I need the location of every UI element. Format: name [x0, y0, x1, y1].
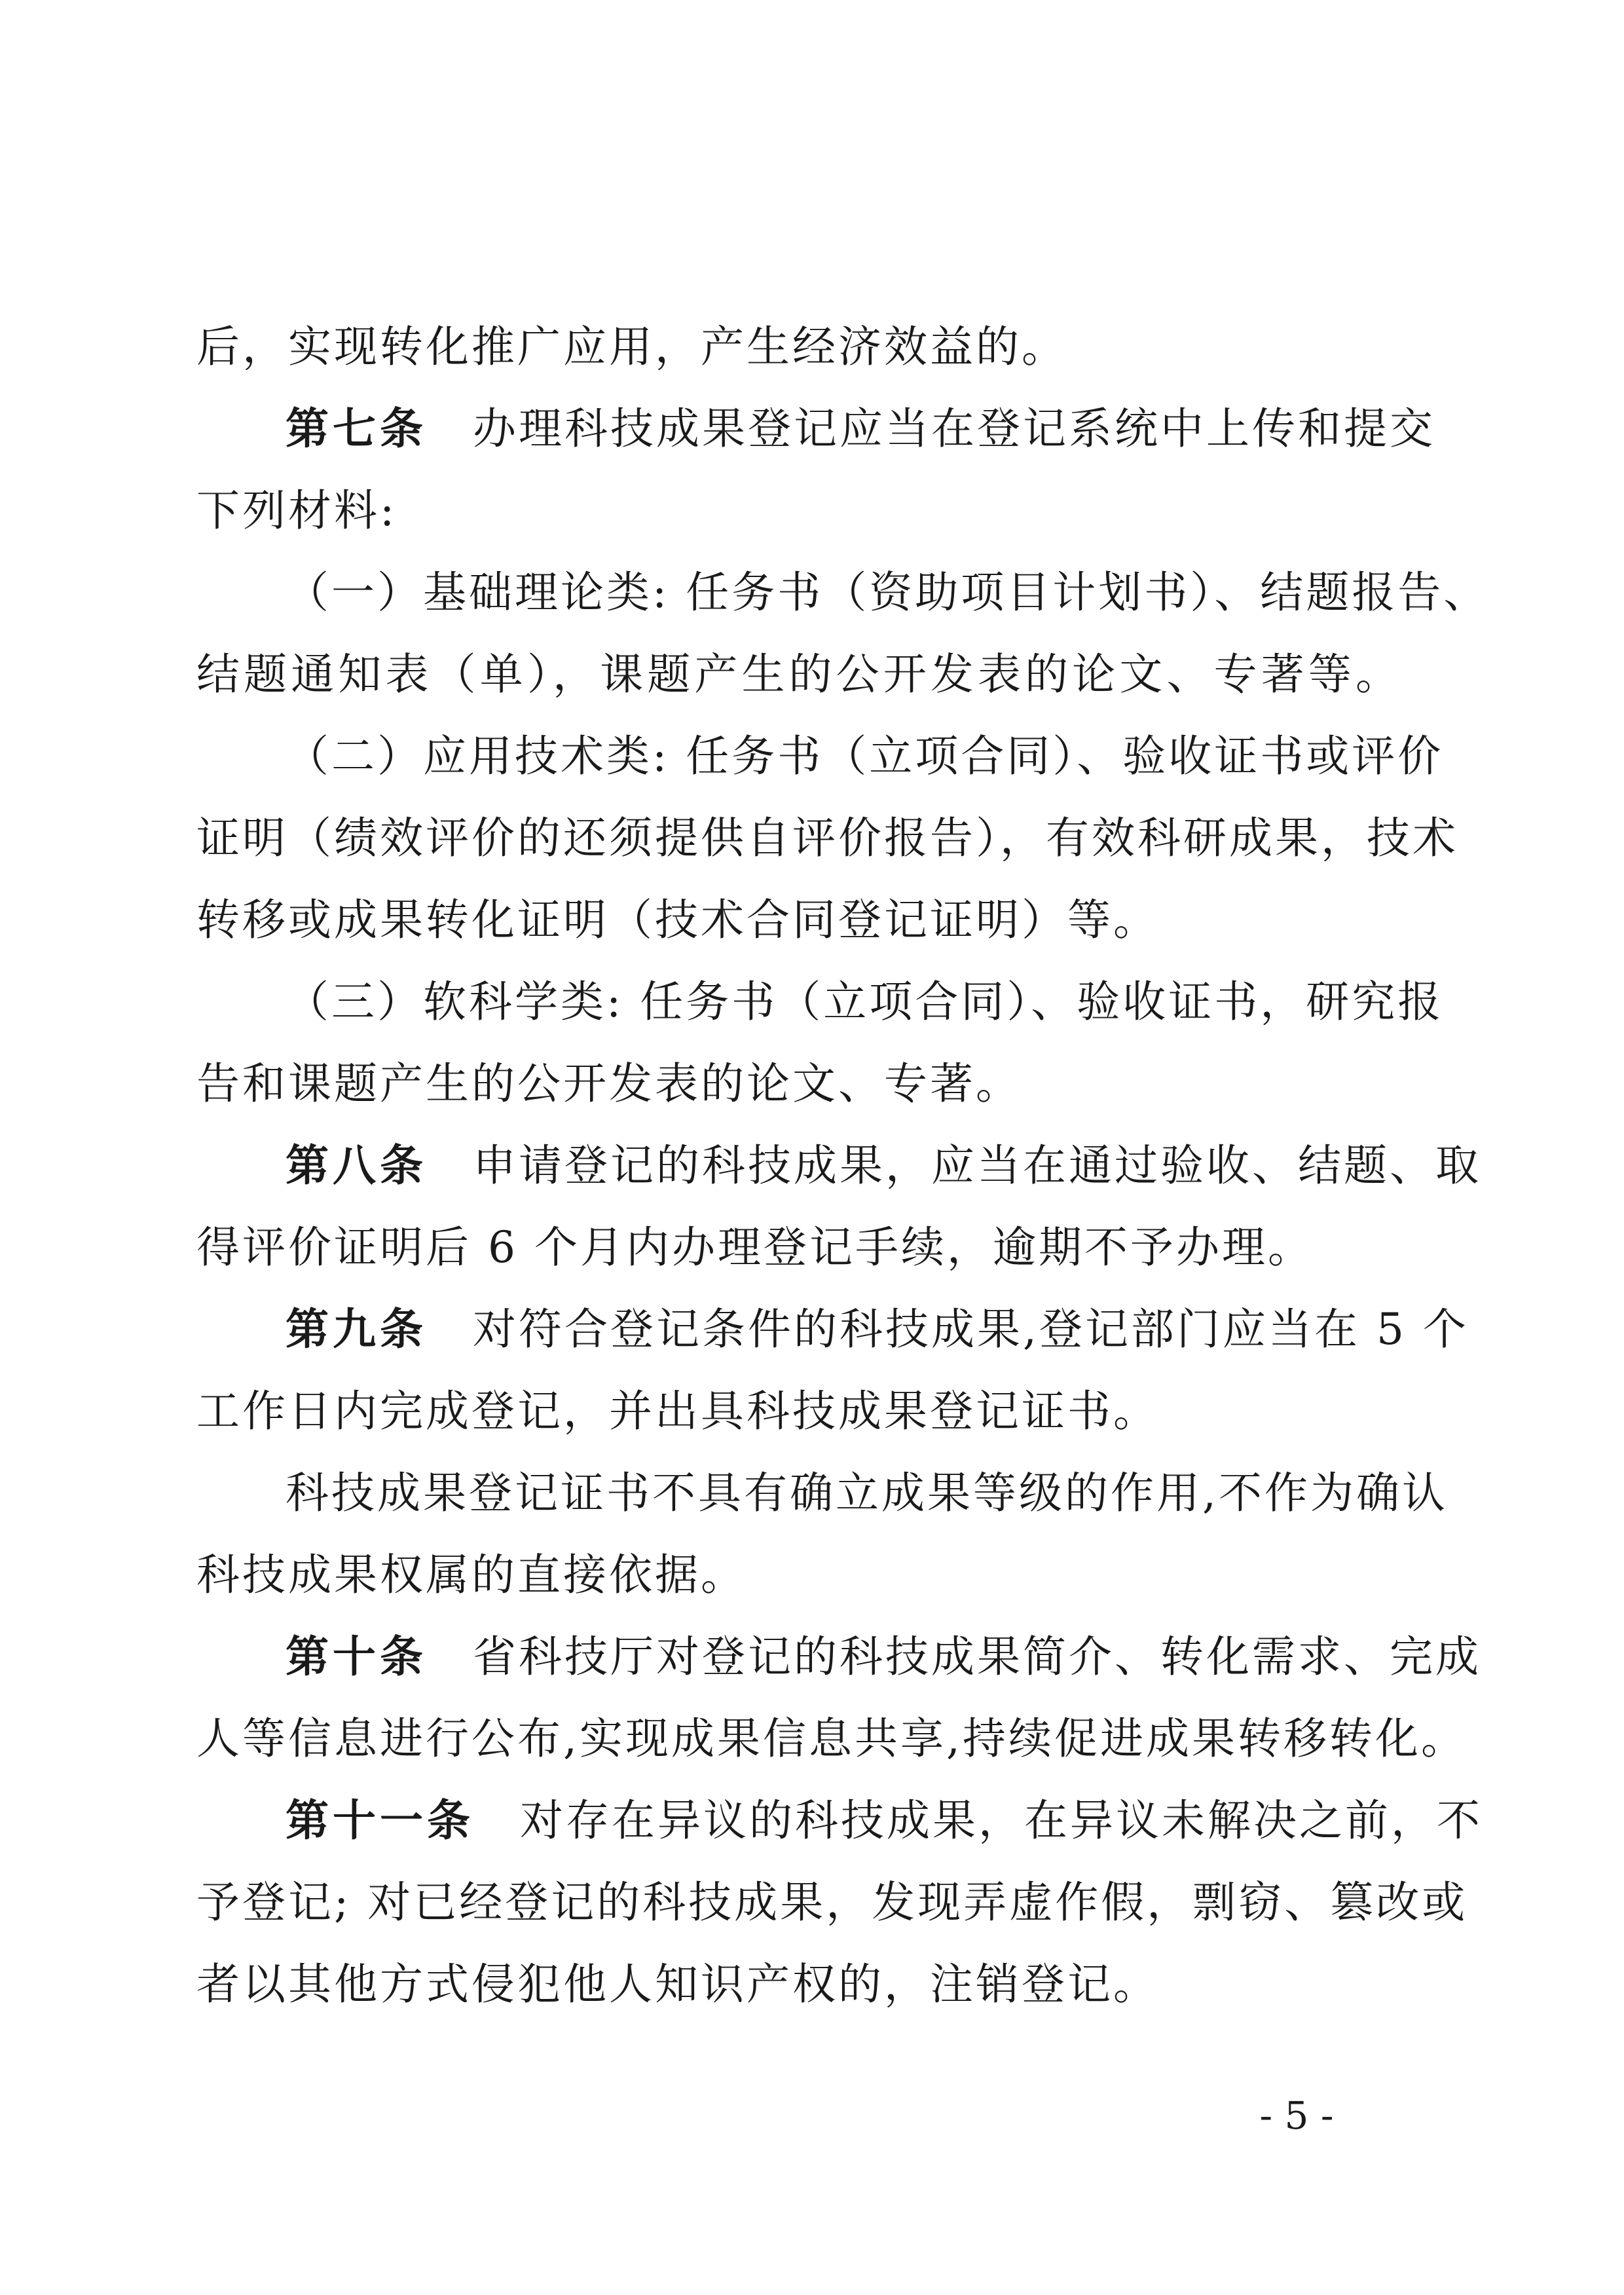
- paragraph-line: 得评价证明后 6 个月内办理登记手续，逾期不予办理。: [196, 1222, 1314, 1273]
- paragraph-line: 结题通知表（单），课题产生的公开发表的论文、专著等。: [196, 649, 1401, 700]
- paragraph-line: 工作日内完成登记，并出具科技成果登记证书。: [196, 1386, 1159, 1436]
- article-text: 对存在异议的科技成果，在异议未解决之前，不: [520, 1795, 1483, 1846]
- article-text: 申请登记的科技成果，应当在通过验收、结题、取: [473, 1140, 1481, 1191]
- paragraph-line: 科技成果权属的直接依据。: [196, 1550, 747, 1600]
- list-item-line: （二）应用技术类: 任务书（立项合同）、验收证书或评价: [286, 731, 1444, 781]
- paragraph-line: 后，实现转化推广应用，产生经济效益的。: [196, 322, 1067, 372]
- article-heading: 第八条: [286, 1140, 427, 1191]
- paragraph-line: 人等信息进行公布,实现成果信息共享,持续促进成果转移转化。: [196, 1713, 1467, 1764]
- list-item-line: （一）基础理论类: 任务书（资助项目计划书）、结题报告、: [286, 567, 1490, 618]
- article-9-heading-line: [286, 1303, 1469, 1356]
- paragraph-line: 证明（绩效评价的还须提供自评价报告），有效科研成果，技术: [196, 813, 1458, 863]
- article-heading: 第十条: [286, 1632, 427, 1682]
- paragraph-line: 告和课题产生的公开发表的论文、专著。: [196, 1058, 1022, 1109]
- list-item-line: （三）软科学类: 任务书（立项合同）、验收证书，研究报: [286, 977, 1444, 1027]
- paragraph-line: 科技成果登记证书不具有确立成果等级的作用,不作为确认: [286, 1468, 1448, 1518]
- article-11-heading-line: [286, 1795, 1483, 1847]
- article-heading: 第十一条: [286, 1795, 474, 1846]
- article-text: 对符合登记条件的科技成果,登记部门应当在 5 个: [473, 1304, 1469, 1354]
- paragraph-line: 下列材料:: [196, 485, 397, 536]
- article-heading: 第九条: [286, 1304, 427, 1354]
- paragraph-line: 予登记; 对已经登记的科技成果，发现弄虚作假，剽窃、篡改或: [196, 1877, 1468, 1928]
- article-text: 省科技厅对登记的科技成果简介、转化需求、完成: [473, 1632, 1481, 1682]
- article-text: 办理科技成果登记应当在登记系统中上传和提交: [473, 403, 1435, 454]
- paragraph-line: 者以其他方式侵犯他人知识产权的，注销登记。: [196, 1959, 1159, 2009]
- paragraph-line: 转移或成果转化证明（技术合同登记证明）等。: [196, 895, 1159, 945]
- article-8-heading-line: [286, 1140, 1481, 1192]
- article-heading: 第七条: [286, 403, 427, 454]
- article-7-heading-line: [286, 403, 1435, 455]
- article-10-heading-line: [286, 1631, 1481, 1683]
- page-number: - 5 -: [1259, 2093, 1334, 2138]
